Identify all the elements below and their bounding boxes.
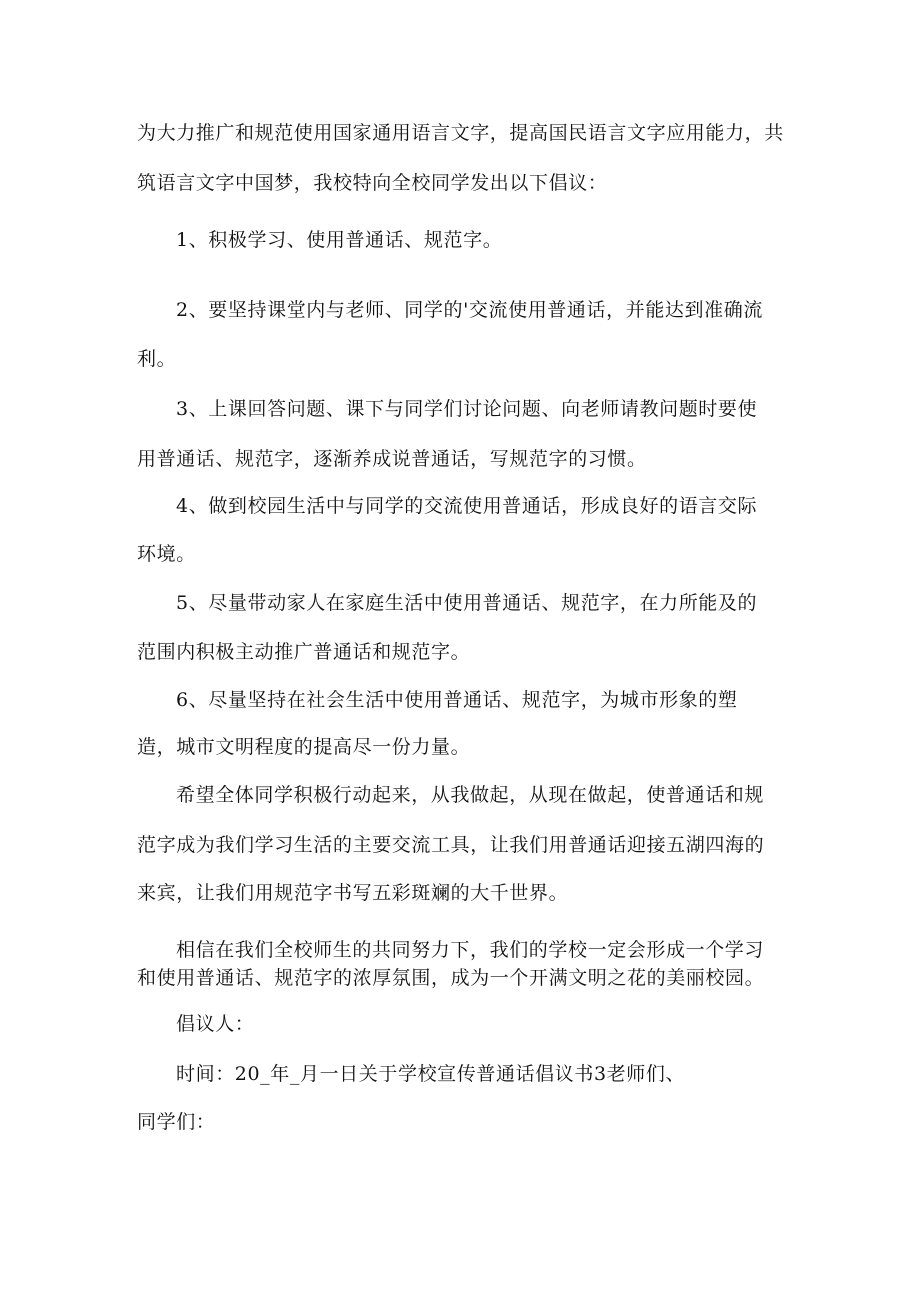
item-3-line-2: 用普通话、规范字，逐渐养成说普通话，写规范字的习惯。 <box>137 448 647 470</box>
item-6-line-2: 造，城市文明程度的提高尽一份力量。 <box>137 736 471 758</box>
item-3-line-1: 3、上课回答问题、课下与同学们讨论问题、向老师请教问题时要使 <box>176 398 758 420</box>
believe-line-1: 相信在我们全校师生的共同努力下，我们的学校一定会形成一个学习 <box>176 939 765 961</box>
item-6-line-1: 6、尽量坚持在社会生活中使用普通话、规范字，为城市形象的塑 <box>176 689 738 711</box>
hope-line-1: 希望全体同学积极行动起来，从我做起，从现在做起，使普通话和规 <box>176 784 765 806</box>
hope-line-3: 来宾，让我们用规范字书写五彩斑斓的大千世界。 <box>137 882 569 904</box>
item-4-line-2: 环境。 <box>137 543 196 565</box>
greeting-line: 同学们： <box>137 1111 216 1133</box>
item-4-line-1: 4、做到校园生活中与同学的交流使用普通话，形成良好的语言交际 <box>176 495 758 517</box>
time-line: 时间：20_年_月一日关于学校宣传普通话倡议书3老师们、 <box>176 1063 686 1085</box>
item-2-line-1: 2、要坚持课堂内与老师、同学的'交流使用普通话，并能达到准确流 <box>176 299 763 321</box>
item-1: 1、积极学习、使用普通话、规范字。 <box>176 229 503 251</box>
hope-line-2: 范字成为我们学习生活的主要交流工具，让我们用普通话迎接五湖四海的 <box>137 834 765 856</box>
item-5-line-1: 5、尽量带动家人在家庭生活中使用普通话、规范字，在力所能及的 <box>176 592 758 614</box>
believe-line-2: 和使用普通话、规范字的浓厚氛围，成为一个开满文明之花的美丽校园。 <box>137 967 765 989</box>
item-2-line-2: 利。 <box>137 348 177 370</box>
intro-line-2: 筑语言文字中国梦，我校特向全校同学发出以下倡议： <box>137 172 608 194</box>
item-5-line-2: 范围内积极主动推广普通话和规范字。 <box>137 641 471 663</box>
intro-line-1: 为大力推广和规范使用国家通用语言文字，提高国民语言文字应用能力，共 <box>137 122 784 144</box>
proposer-label: 倡议人： <box>176 1013 255 1035</box>
